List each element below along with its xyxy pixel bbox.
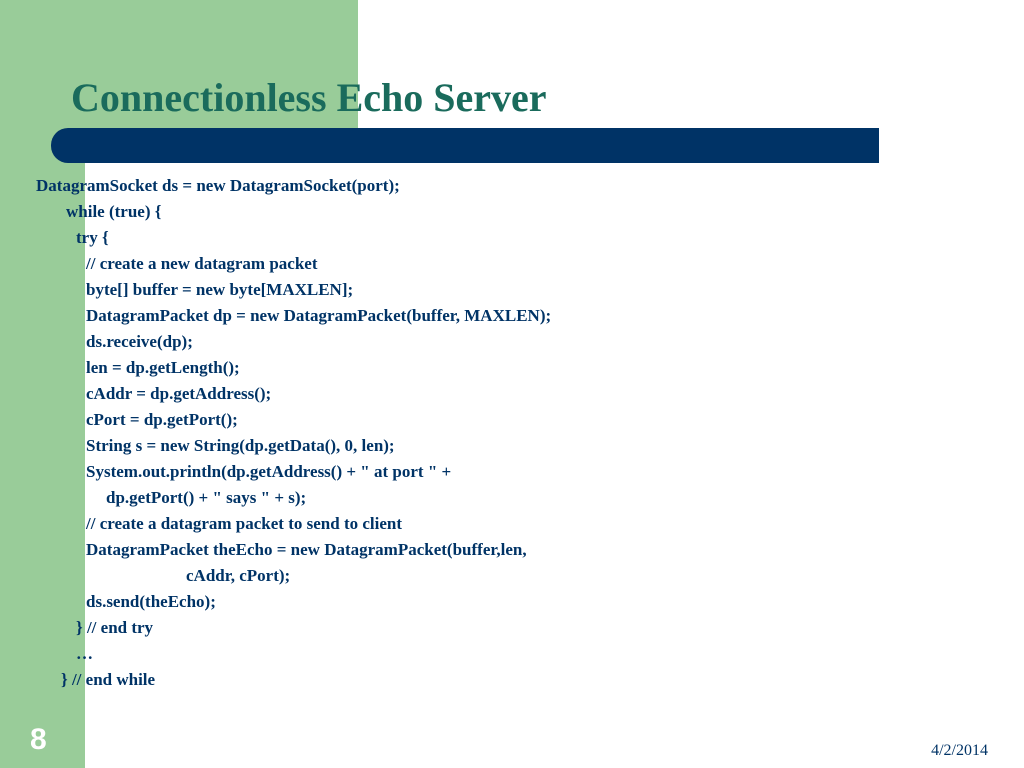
code-line: cAddr, cPort);	[186, 566, 291, 585]
code-line: try {	[76, 228, 109, 247]
code-line: while (true) {	[66, 202, 162, 221]
code-ellipsis-line: …	[76, 644, 93, 663]
code-line: String s = new String(dp.getData(), 0, len);	[86, 436, 395, 455]
slide-date: 4/2/2014	[931, 742, 988, 759]
code-line: cAddr = dp.getAddress();	[86, 384, 272, 403]
code-comment-line: // create a new datagram packet	[86, 254, 318, 273]
code-line: len = dp.getLength();	[86, 358, 240, 377]
slide-number: 8	[30, 723, 47, 756]
title-underline-bar	[51, 128, 879, 163]
code-line: } // end try	[76, 618, 154, 637]
code-line: ds.send(theEcho);	[86, 592, 216, 611]
slide-title: Connectionless Echo Server	[71, 75, 547, 120]
code-line: byte[] buffer = new byte[MAXLEN];	[86, 280, 354, 299]
code-comment-line: // create a datagram packet to send to client	[86, 514, 403, 533]
code-line: DatagramPacket dp = new DatagramPacket(buffer, MAXLEN);	[86, 306, 552, 325]
code-line: cPort = dp.getPort();	[86, 410, 238, 429]
code-line: DatagramPacket theEcho = new DatagramPacket(buffer,len,	[86, 540, 527, 559]
code-line: dp.getPort() + " says " + s);	[106, 488, 307, 507]
code-line: } // end while	[61, 670, 156, 689]
code-line: System.out.println(dp.getAddress() + " at port " +	[86, 462, 452, 481]
code-line: DatagramSocket ds = new DatagramSocket(port);	[36, 176, 400, 195]
code-line: ds.receive(dp);	[86, 332, 193, 351]
